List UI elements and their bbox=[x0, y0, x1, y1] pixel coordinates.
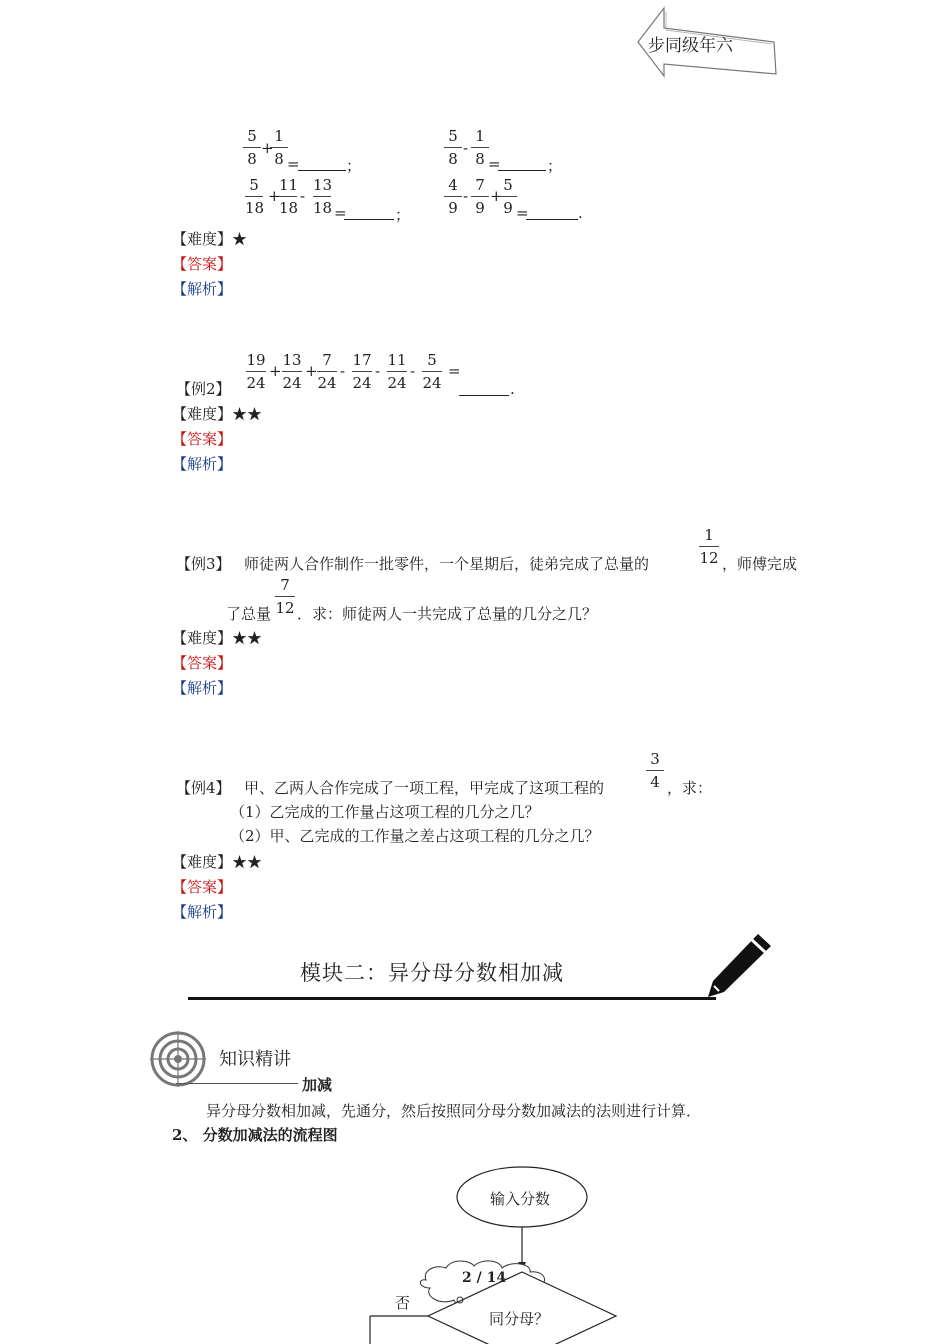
fraction: 17 24 bbox=[352, 351, 372, 392]
ex3-difficulty: 【难度】★★ bbox=[172, 629, 263, 647]
ex2-answer-label: 【答案】 bbox=[172, 430, 233, 448]
fraction: 1 8 bbox=[270, 128, 288, 168]
answer-blank[interactable] bbox=[459, 395, 509, 396]
operator: - bbox=[463, 187, 469, 205]
fraction: 1 12 bbox=[699, 526, 719, 567]
fraction: 5 8 bbox=[444, 128, 462, 168]
ex4-question-2: （2）甲、乙完成的工作量之差占这项工程的几分之几？ bbox=[230, 827, 600, 845]
answer-blank[interactable] bbox=[498, 170, 546, 171]
operator: + bbox=[269, 362, 282, 380]
operator: + bbox=[261, 139, 274, 157]
operator: - bbox=[410, 362, 416, 380]
ex1-analysis-label: 【解析】 bbox=[172, 280, 233, 298]
pencil-icon bbox=[700, 930, 776, 1002]
punct: ； bbox=[395, 206, 411, 224]
answer-blank[interactable] bbox=[344, 219, 394, 220]
header-banner-text: 步同级年六 bbox=[648, 36, 733, 56]
equals: = bbox=[516, 204, 529, 222]
flowchart-decision-label: 同分母？ bbox=[489, 1310, 550, 1328]
fraction: 5 9 bbox=[499, 177, 517, 217]
ex3-text-line1-end: ，师傅完成 bbox=[722, 555, 798, 573]
ex4-text-line1: 甲、乙两人合作完成了一项工程，甲完成了这项工程的 bbox=[244, 779, 605, 797]
operator: + bbox=[268, 187, 281, 205]
punct: ； bbox=[547, 157, 563, 175]
fraction: 1 8 bbox=[471, 128, 489, 168]
answer-blank[interactable] bbox=[526, 219, 578, 220]
knowledge-underline bbox=[176, 1083, 298, 1084]
ex3-text-line2: ．求：师徒两人一共完成了总量的几分之几？ bbox=[297, 605, 598, 623]
ex4-text-line1-end: ，求： bbox=[667, 779, 713, 797]
ex1-difficulty: 【难度】★ bbox=[172, 230, 248, 248]
fraction: 13 24 bbox=[282, 351, 302, 392]
ex2-difficulty: 【难度】★★ bbox=[172, 405, 263, 423]
knowledge-body: 异分母分数相加减，先通分，然后按照同分母分数加减法的法则进行计算． bbox=[206, 1102, 702, 1120]
fraction: 11 18 bbox=[279, 176, 299, 217]
operator: + bbox=[490, 187, 503, 205]
page-marker: 2 / 14 bbox=[462, 1270, 507, 1286]
fraction: 5 24 bbox=[422, 351, 442, 392]
ex3-text-line1: 师徒两人合作制作一批零件，一个星期后，徒弟完成了总量的 bbox=[244, 555, 650, 573]
equals: = bbox=[448, 362, 461, 380]
knowledge-item-2: 2、 分数加减法的流程图 bbox=[172, 1126, 338, 1144]
target-icon bbox=[149, 1030, 207, 1088]
equals: = bbox=[334, 204, 347, 222]
flowchart-no-label: 否 bbox=[395, 1294, 411, 1312]
ex2-label: 【例2】 bbox=[176, 380, 231, 398]
knowledge-subtitle: 加减 bbox=[302, 1076, 333, 1094]
fraction: 7 24 bbox=[317, 351, 337, 392]
ex3-analysis-label: 【解析】 bbox=[172, 679, 233, 697]
fraction: 7 9 bbox=[471, 177, 489, 217]
fraction: 3 4 bbox=[646, 751, 664, 791]
ex4-difficulty: 【难度】★★ bbox=[172, 853, 263, 871]
ex4-question-1: （1）乙完成的工作量占这项工程的几分之几？ bbox=[230, 803, 540, 821]
ex4-analysis-label: 【解析】 bbox=[172, 903, 233, 921]
ex1-answer-label: 【答案】 bbox=[172, 255, 233, 273]
fraction: 7 12 bbox=[275, 576, 295, 617]
fraction: 19 24 bbox=[246, 351, 266, 392]
flowchart-start-label: 输入分数 bbox=[490, 1190, 551, 1208]
operator: - bbox=[340, 362, 346, 380]
operator: - bbox=[300, 187, 306, 205]
fraction: 5 18 bbox=[245, 176, 265, 217]
operator: + bbox=[305, 362, 318, 380]
fraction: 11 24 bbox=[387, 351, 407, 392]
ex3-answer-label: 【答案】 bbox=[172, 654, 233, 672]
fraction: 13 18 bbox=[313, 176, 333, 217]
ex3-text-line2-start: 了总量 bbox=[226, 605, 272, 623]
equals: = bbox=[488, 155, 501, 173]
module-underline bbox=[188, 997, 716, 1000]
ex3-label: 【例3】 bbox=[176, 555, 231, 573]
knowledge-title: 知识精讲 bbox=[219, 1049, 291, 1070]
operator: - bbox=[463, 139, 469, 157]
punct: . bbox=[578, 204, 583, 222]
equals: = bbox=[287, 155, 300, 173]
module-title: 模块二：异分母分数相加减 bbox=[300, 961, 564, 985]
ex2-analysis-label: 【解析】 bbox=[172, 455, 233, 473]
answer-blank[interactable] bbox=[298, 170, 346, 171]
operator: - bbox=[375, 362, 381, 380]
fraction: 5 8 bbox=[243, 128, 261, 168]
ex4-label: 【例4】 bbox=[176, 779, 231, 797]
fraction: 4 9 bbox=[444, 177, 462, 217]
ex4-answer-label: 【答案】 bbox=[172, 878, 233, 896]
punct: . bbox=[510, 380, 515, 398]
punct: ； bbox=[346, 157, 362, 175]
